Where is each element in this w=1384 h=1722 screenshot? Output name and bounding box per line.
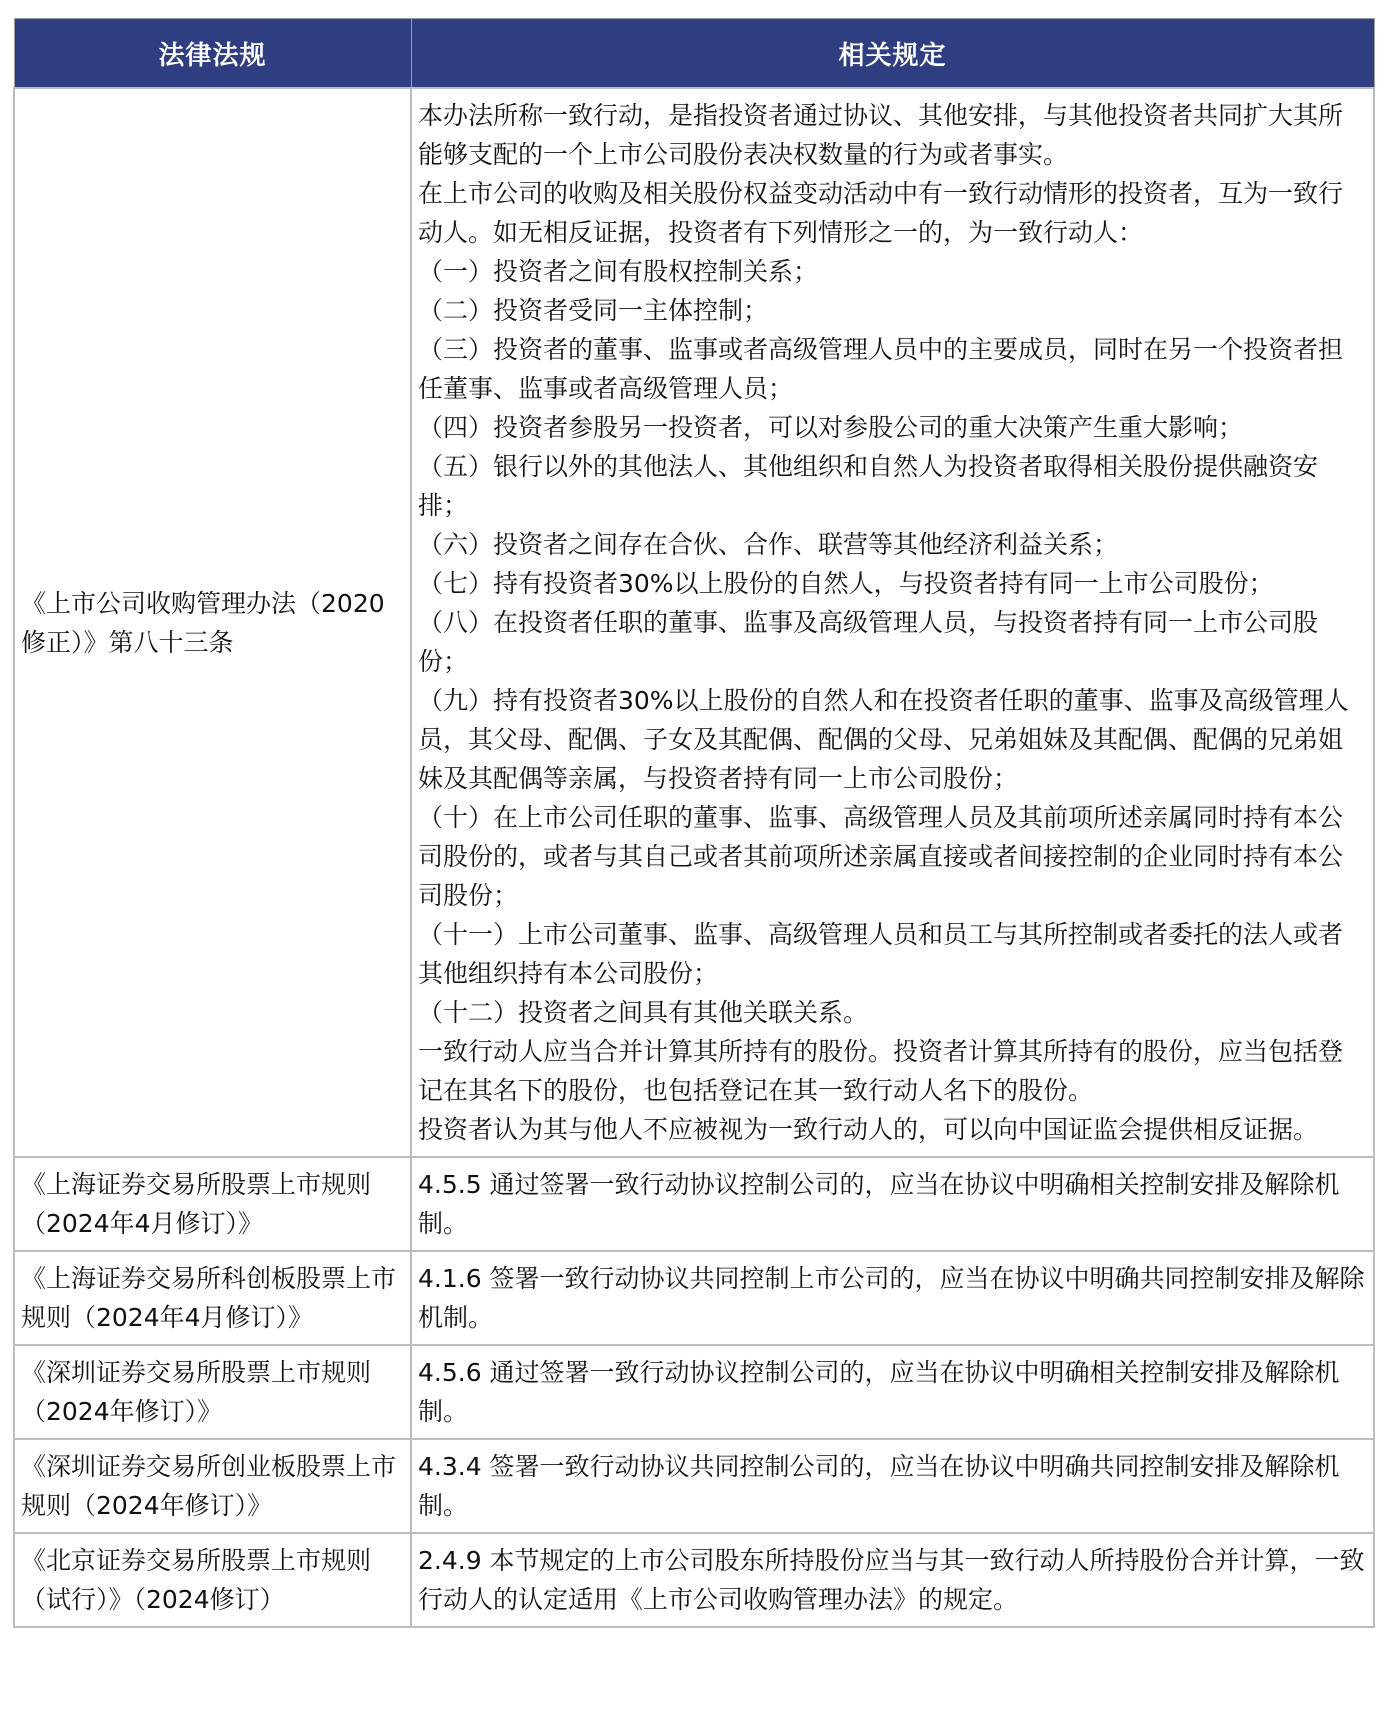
law-name-cell: 《上海证券交易所科创板股票上市规则（2024年4月修订）》 xyxy=(14,1251,411,1345)
law-name-cell: 《北京证券交易所股票上市规则（试行）》（2024修订） xyxy=(14,1533,411,1627)
regulations-table xyxy=(13,18,1375,1628)
provision-paragraph: （三）投资者的董事、监事或者高级管理人员中的主要成员，同时在另一个投资者担任董事、监事或者高级管理人员； xyxy=(418,335,1344,403)
table-row xyxy=(14,1345,1374,1439)
provision-cell xyxy=(411,1345,1374,1439)
law-name-cell: 《上市公司收购管理办法（2020修正）》第八十三条 xyxy=(14,88,411,1157)
provision-cell xyxy=(411,88,1374,1157)
header-provisions: 相关规定 xyxy=(411,19,1374,89)
provision-paragraph: 在上市公司的收购及相关股份权益变动活动中有一致行动情形的投资者，互为一致行动人。如无相反证据，投资者有下列情形之一的，为一致行动人： xyxy=(418,179,1344,247)
table-row xyxy=(14,1251,1374,1345)
provision-paragraph: （七）持有投资者30%以上股份的自然人，与投资者持有同一上市公司股份； xyxy=(418,569,1274,598)
provision-paragraph: 4.1.6 签署一致行动协议共同控制上市公司的，应当在协议中明确共同控制安排及解除机制。 xyxy=(418,1264,1365,1332)
provision-paragraph: （一）投资者之间有股权控制关系； xyxy=(418,257,819,286)
provision-paragraph: 一致行动人应当合并计算其所持有的股份。投资者计算其所持有的股份，应当包括登记在其名下的股份，也包括登记在其一致行动人名下的股份。 xyxy=(418,1037,1344,1105)
provision-paragraph: （四）投资者参股另一投资者，可以对参股公司的重大决策产生重大影响； xyxy=(418,413,1244,442)
provision-paragraph: （二）投资者受同一主体控制； xyxy=(418,296,769,325)
provision-paragraph: 2.4.9 本节规定的上市公司股东所持股份应当与其一致行动人所持股份合并计算，一致行动人的认定适用《上市公司收购管理办法》的规定。 xyxy=(418,1546,1365,1614)
law-name-cell: 《上海证券交易所股票上市规则（2024年4月修订）》 xyxy=(14,1157,411,1251)
table-row xyxy=(14,1439,1374,1533)
provision-paragraph: 投资者认为其与他人不应被视为一致行动人的，可以向中国证监会提供相反证据。 xyxy=(418,1115,1319,1144)
provision-paragraph: （九）持有投资者30%以上股份的自然人和在投资者任职的董事、监事及高级管理人员，其父母、配偶、子女及其配偶、配偶的父母、兄弟姐妹及其配偶、配偶的兄弟姐妹及其配偶等亲属，与投资者持有同一上市公司股份； xyxy=(418,686,1349,793)
table-row xyxy=(14,1157,1374,1251)
provision-paragraph: 4.5.5 通过签署一致行动协议控制公司的，应当在协议中明确相关控制安排及解除机制。 xyxy=(418,1170,1340,1238)
provision-paragraph: （十一）上市公司董事、监事、高级管理人员和员工与其所控制或者委托的法人或者其他组织持有本公司股份； xyxy=(418,920,1344,988)
provision-paragraph: （八）在投资者任职的董事、监事及高级管理人员，与投资者持有同一上市公司股份； xyxy=(418,608,1319,676)
provision-paragraph: 4.5.6 通过签署一致行动协议控制公司的，应当在协议中明确相关控制安排及解除机制。 xyxy=(418,1358,1340,1426)
provision-paragraph: 本办法所称一致行动，是指投资者通过协议、其他安排，与其他投资者共同扩大其所能够支配的一个上市公司股份表决权数量的行为或者事实。 xyxy=(418,101,1344,169)
table-body xyxy=(14,88,1374,1627)
provision-cell xyxy=(411,1251,1374,1345)
provision-paragraph: （十二）投资者之间具有其他关联关系。 xyxy=(418,998,869,1027)
provision-cell xyxy=(411,1439,1374,1533)
header-laws: 法律法规 xyxy=(14,19,411,89)
provision-cell xyxy=(411,1157,1374,1251)
table-row xyxy=(14,1533,1374,1627)
provision-paragraph: （六）投资者之间存在合伙、合作、联营等其他经济利益关系； xyxy=(418,530,1119,559)
law-name-cell: 《深圳证券交易所股票上市规则（2024年修订）》 xyxy=(14,1345,411,1439)
regulations-table-container xyxy=(13,18,1373,1628)
provision-paragraph: （十）在上市公司任职的董事、监事、高级管理人员及其前项所述亲属同时持有本公司股份的，或者与其自己或者其前项所述亲属直接或者间接控制的企业同时持有本公司股份； xyxy=(418,803,1344,910)
provision-cell xyxy=(411,1533,1374,1627)
provision-paragraph: （五）银行以外的其他法人、其他组织和自然人为投资者取得相关股份提供融资安排； xyxy=(418,452,1319,520)
law-name-cell: 《深圳证券交易所创业板股票上市规则（2024年修订）》 xyxy=(14,1439,411,1533)
table-header-row xyxy=(14,19,1374,89)
table-row xyxy=(14,88,1374,1157)
provision-paragraph: 4.3.4 签署一致行动协议共同控制公司的，应当在协议中明确共同控制安排及解除机制。 xyxy=(418,1452,1340,1520)
